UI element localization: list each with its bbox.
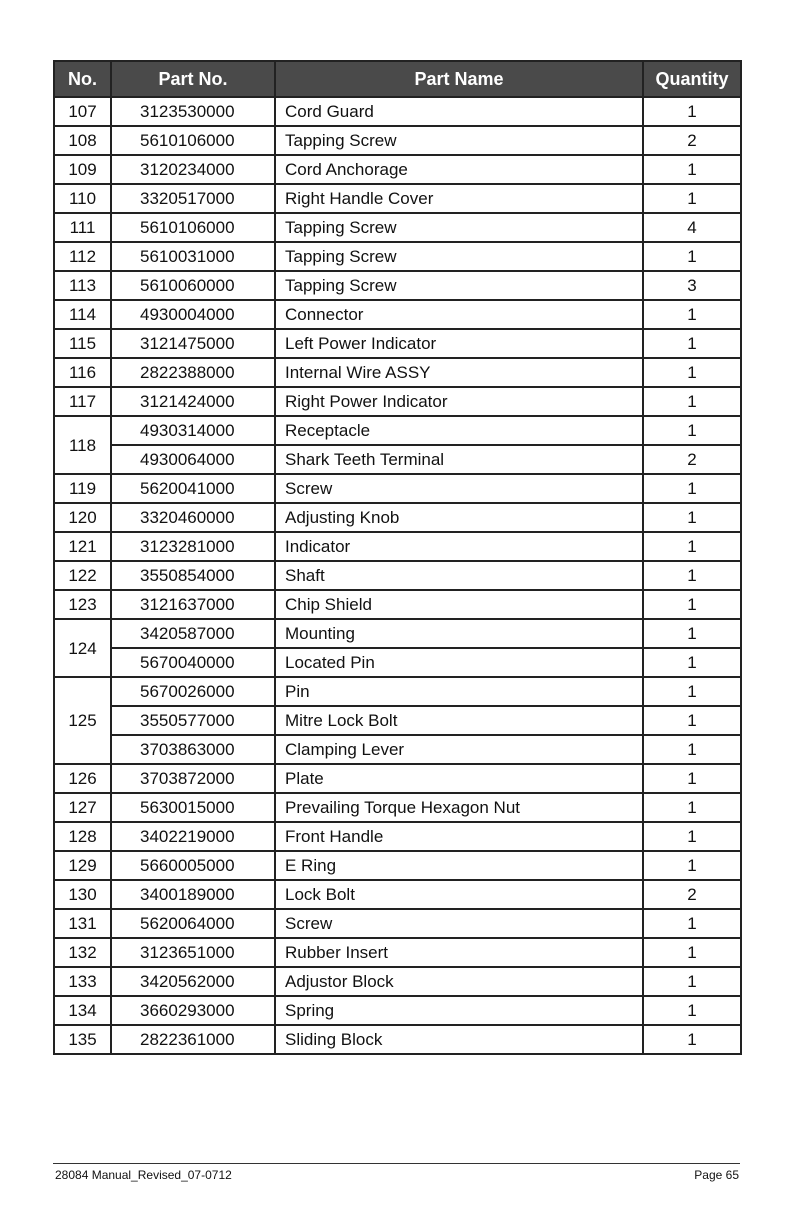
part-number: 5660005000 xyxy=(111,851,275,880)
quantity: 1 xyxy=(643,300,741,329)
quantity: 3 xyxy=(643,271,741,300)
part-number: 5630015000 xyxy=(111,793,275,822)
quantity: 1 xyxy=(643,532,741,561)
quantity: 2 xyxy=(643,126,741,155)
item-number: 114 xyxy=(54,300,111,329)
table-row xyxy=(54,996,741,1025)
part-number: 3123281000 xyxy=(111,532,275,561)
part-name: Rubber Insert xyxy=(275,938,643,967)
part-number: 5670040000 xyxy=(111,648,275,677)
item-number: 132 xyxy=(54,938,111,967)
quantity: 1 xyxy=(643,967,741,996)
part-name: Mitre Lock Bolt xyxy=(275,706,643,735)
table-row xyxy=(54,474,741,503)
part-name: Left Power Indicator xyxy=(275,329,643,358)
part-number: 4930314000 xyxy=(111,416,275,445)
part-name: Tapping Screw xyxy=(275,213,643,242)
part-name: Front Handle xyxy=(275,822,643,851)
part-name: Right Power Indicator xyxy=(275,387,643,416)
part-name: Plate xyxy=(275,764,643,793)
part-number: 3120234000 xyxy=(111,155,275,184)
part-number: 5620041000 xyxy=(111,474,275,503)
table-row xyxy=(54,155,741,184)
item-number: 125 xyxy=(54,677,111,764)
quantity: 4 xyxy=(643,213,741,242)
part-number: 3660293000 xyxy=(111,996,275,1025)
item-number: 134 xyxy=(54,996,111,1025)
quantity: 1 xyxy=(643,358,741,387)
item-number: 112 xyxy=(54,242,111,271)
table-row xyxy=(54,503,741,532)
part-number: 2822388000 xyxy=(111,358,275,387)
table-row xyxy=(54,329,741,358)
part-name: Spring xyxy=(275,996,643,1025)
table-row xyxy=(54,648,741,677)
part-number: 3402219000 xyxy=(111,822,275,851)
part-name: Located Pin xyxy=(275,648,643,677)
item-number: 127 xyxy=(54,793,111,822)
item-number: 133 xyxy=(54,967,111,996)
table-row xyxy=(54,967,741,996)
item-number: 128 xyxy=(54,822,111,851)
part-number: 3420587000 xyxy=(111,619,275,648)
item-number: 124 xyxy=(54,619,111,677)
table-row xyxy=(54,358,741,387)
item-number: 129 xyxy=(54,851,111,880)
quantity: 1 xyxy=(643,474,741,503)
table-row xyxy=(54,880,741,909)
part-number: 3703872000 xyxy=(111,764,275,793)
part-name: Chip Shield xyxy=(275,590,643,619)
quantity: 1 xyxy=(643,329,741,358)
part-name: E Ring xyxy=(275,851,643,880)
part-name: Sliding Block xyxy=(275,1025,643,1054)
item-number: 123 xyxy=(54,590,111,619)
part-number: 5610106000 xyxy=(111,213,275,242)
part-number: 2822361000 xyxy=(111,1025,275,1054)
part-number: 3420562000 xyxy=(111,967,275,996)
quantity: 1 xyxy=(643,184,741,213)
item-number: 122 xyxy=(54,561,111,590)
part-name: Adjusting Knob xyxy=(275,503,643,532)
part-name: Mounting xyxy=(275,619,643,648)
item-number: 110 xyxy=(54,184,111,213)
footer-divider xyxy=(53,1163,740,1164)
part-name: Tapping Screw xyxy=(275,126,643,155)
item-number: 126 xyxy=(54,764,111,793)
part-name: Indicator xyxy=(275,532,643,561)
item-number: 117 xyxy=(54,387,111,416)
item-number: 108 xyxy=(54,126,111,155)
item-number: 119 xyxy=(54,474,111,503)
part-name: Screw xyxy=(275,909,643,938)
quantity: 1 xyxy=(643,619,741,648)
footer-doc-id: 28084 Manual_Revised_07-0712 xyxy=(55,1168,232,1182)
header-part-no: Part No. xyxy=(111,61,275,97)
table-row xyxy=(54,735,741,764)
part-number: 4930064000 xyxy=(111,445,275,474)
quantity: 1 xyxy=(643,155,741,184)
part-number: 3703863000 xyxy=(111,735,275,764)
table-row xyxy=(54,938,741,967)
table-row xyxy=(54,851,741,880)
quantity: 1 xyxy=(643,735,741,764)
part-name: Shark Teeth Terminal xyxy=(275,445,643,474)
quantity: 1 xyxy=(643,793,741,822)
part-name: Prevailing Torque Hexagon Nut xyxy=(275,793,643,822)
table-header-row xyxy=(54,61,741,97)
part-number: 3123530000 xyxy=(111,97,275,126)
quantity: 1 xyxy=(643,706,741,735)
part-number: 3550854000 xyxy=(111,561,275,590)
quantity: 2 xyxy=(643,880,741,909)
part-name: Pin xyxy=(275,677,643,706)
table-body xyxy=(54,97,741,1054)
item-number: 111 xyxy=(54,213,111,242)
part-number: 5610031000 xyxy=(111,242,275,271)
table-row xyxy=(54,822,741,851)
quantity: 1 xyxy=(643,677,741,706)
item-number: 115 xyxy=(54,329,111,358)
quantity: 1 xyxy=(643,822,741,851)
table-row xyxy=(54,764,741,793)
item-number: 131 xyxy=(54,909,111,938)
quantity: 1 xyxy=(643,97,741,126)
part-name: Internal Wire ASSY xyxy=(275,358,643,387)
part-number: 3121475000 xyxy=(111,329,275,358)
table-row xyxy=(54,619,741,648)
part-number: 5620064000 xyxy=(111,909,275,938)
part-number: 3121637000 xyxy=(111,590,275,619)
quantity: 1 xyxy=(643,561,741,590)
table-row xyxy=(54,387,741,416)
part-number: 3550577000 xyxy=(111,706,275,735)
table-row xyxy=(54,677,741,706)
item-number: 130 xyxy=(54,880,111,909)
item-number: 107 xyxy=(54,97,111,126)
table-row xyxy=(54,445,741,474)
quantity: 1 xyxy=(643,242,741,271)
item-number: 118 xyxy=(54,416,111,474)
item-number: 120 xyxy=(54,503,111,532)
table-row xyxy=(54,184,741,213)
table-row xyxy=(54,706,741,735)
quantity: 1 xyxy=(643,387,741,416)
part-number: 4930004000 xyxy=(111,300,275,329)
table-row xyxy=(54,909,741,938)
quantity: 1 xyxy=(643,938,741,967)
quantity: 1 xyxy=(643,851,741,880)
table-row xyxy=(54,590,741,619)
quantity: 1 xyxy=(643,648,741,677)
part-name: Lock Bolt xyxy=(275,880,643,909)
table-row xyxy=(54,532,741,561)
part-name: Tapping Screw xyxy=(275,271,643,300)
part-number: 3320460000 xyxy=(111,503,275,532)
table-row xyxy=(54,271,741,300)
quantity: 1 xyxy=(643,1025,741,1054)
part-number: 5610060000 xyxy=(111,271,275,300)
table-row xyxy=(54,213,741,242)
part-name: Cord Anchorage xyxy=(275,155,643,184)
item-number: 109 xyxy=(54,155,111,184)
part-name: Cord Guard xyxy=(275,97,643,126)
header-quantity: Quantity xyxy=(643,61,741,97)
part-number: 3400189000 xyxy=(111,880,275,909)
part-number: 3121424000 xyxy=(111,387,275,416)
part-name: Connector xyxy=(275,300,643,329)
table-row xyxy=(54,416,741,445)
table-row xyxy=(54,793,741,822)
table-row xyxy=(54,561,741,590)
quantity: 1 xyxy=(643,996,741,1025)
footer-page-number: Page 65 xyxy=(694,1168,739,1182)
quantity: 2 xyxy=(643,445,741,474)
part-number: 3320517000 xyxy=(111,184,275,213)
table-row xyxy=(54,126,741,155)
part-name: Shaft xyxy=(275,561,643,590)
item-number: 113 xyxy=(54,271,111,300)
header-part-name: Part Name xyxy=(275,61,643,97)
quantity: 1 xyxy=(643,503,741,532)
parts-table xyxy=(53,60,742,1055)
part-name: Screw xyxy=(275,474,643,503)
item-number: 121 xyxy=(54,532,111,561)
part-name: Receptacle xyxy=(275,416,643,445)
quantity: 1 xyxy=(643,909,741,938)
table-row xyxy=(54,242,741,271)
header-no: No. xyxy=(54,61,111,97)
part-name: Right Handle Cover xyxy=(275,184,643,213)
part-name: Tapping Screw xyxy=(275,242,643,271)
quantity: 1 xyxy=(643,416,741,445)
quantity: 1 xyxy=(643,764,741,793)
table-row xyxy=(54,300,741,329)
part-number: 5610106000 xyxy=(111,126,275,155)
part-number: 3123651000 xyxy=(111,938,275,967)
table-row xyxy=(54,97,741,126)
table-row xyxy=(54,1025,741,1054)
item-number: 135 xyxy=(54,1025,111,1054)
part-name: Clamping Lever xyxy=(275,735,643,764)
item-number: 116 xyxy=(54,358,111,387)
quantity: 1 xyxy=(643,590,741,619)
part-number: 5670026000 xyxy=(111,677,275,706)
part-name: Adjustor Block xyxy=(275,967,643,996)
